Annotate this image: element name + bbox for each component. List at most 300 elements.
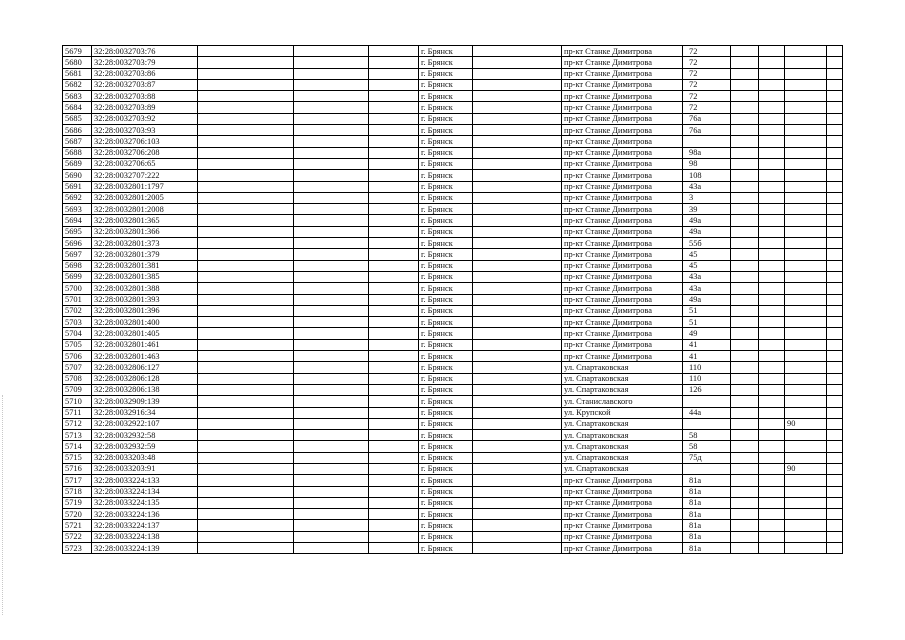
house-number-cell: 76а [683,113,731,124]
apartment-cell [785,283,827,294]
empty-cell [827,543,843,554]
cadastral-number-cell: 32:28:0033203:48 [92,452,198,463]
table-row [63,452,843,463]
empty-cell [198,294,294,305]
apartment-cell [785,57,827,68]
empty-cell [369,452,419,463]
cadastral-number-cell: 32:28:0032801:463 [92,351,198,362]
empty-cell [473,463,562,474]
empty-cell [827,373,843,384]
house-number-cell: 81а [683,531,731,542]
empty-cell [759,317,785,328]
apartment-cell [785,68,827,79]
apartment-cell [785,46,827,57]
street-cell: пр-кт Станке Димитрова [562,260,683,271]
empty-cell [294,170,369,181]
cadastral-number-cell: 32:28:0032922:107 [92,418,198,429]
empty-cell [827,441,843,452]
street-cell: пр-кт Станке Димитрова [562,57,683,68]
table-row [63,113,843,124]
empty-cell [473,294,562,305]
empty-cell [198,486,294,497]
empty-cell [731,497,759,508]
empty-cell [759,102,785,113]
table-row [63,384,843,395]
empty-cell [759,79,785,90]
empty-cell [294,441,369,452]
empty-cell [759,91,785,102]
house-number-cell [683,463,731,474]
empty-cell [759,463,785,474]
empty-cell [198,362,294,373]
table-row [63,192,843,203]
apartment-cell [785,260,827,271]
empty-cell [731,136,759,147]
empty-cell [827,305,843,316]
empty-cell [198,452,294,463]
property-register-table [62,45,843,554]
table-row [63,305,843,316]
empty-cell [731,215,759,226]
cadastral-number-cell: 32:28:0032909:139 [92,396,198,407]
empty-cell [473,283,562,294]
cadastral-number-cell: 32:28:0032801:388 [92,283,198,294]
empty-cell [759,136,785,147]
empty-cell [369,305,419,316]
empty-cell [827,57,843,68]
empty-cell [473,260,562,271]
empty-cell [731,79,759,90]
empty-cell [294,125,369,136]
city-cell: г. Брянск [419,249,473,260]
empty-cell [294,68,369,79]
table-row [63,531,843,542]
empty-cell [731,362,759,373]
empty-cell [473,305,562,316]
empty-cell [198,418,294,429]
empty-cell [759,249,785,260]
cadastral-number-cell: 32:28:0032916:34 [92,407,198,418]
cadastral-number-cell: 32:28:0032801:393 [92,294,198,305]
cadastral-number-cell: 32:28:0032801:365 [92,215,198,226]
house-number-cell: 43а [683,271,731,282]
empty-cell [759,147,785,158]
apartment-cell [785,384,827,395]
empty-cell [369,441,419,452]
city-cell: г. Брянск [419,418,473,429]
empty-cell [473,147,562,158]
empty-cell [827,430,843,441]
apartment-cell [785,271,827,282]
apartment-cell [785,79,827,90]
apartment-cell [785,204,827,215]
empty-cell [198,543,294,554]
empty-cell [827,497,843,508]
empty-cell [473,113,562,124]
empty-cell [759,260,785,271]
empty-cell [827,226,843,237]
table-row [63,497,843,508]
house-number-cell: 81а [683,486,731,497]
empty-cell [827,271,843,282]
cadastral-number-cell: 32:28:0032801:366 [92,226,198,237]
apartment-cell [785,147,827,158]
cadastral-number-cell: 32:28:0032707:222 [92,170,198,181]
empty-cell [827,351,843,362]
apartment-cell [785,407,827,418]
empty-cell [294,384,369,395]
cadastral-number-cell: 32:28:0032801:461 [92,339,198,350]
empty-cell [369,351,419,362]
empty-cell [473,102,562,113]
city-cell: г. Брянск [419,441,473,452]
street-cell: пр-кт Станке Димитрова [562,509,683,520]
city-cell: г. Брянск [419,305,473,316]
apartment-cell [785,181,827,192]
row-number-cell: 5696 [63,238,92,249]
house-number-cell: 51 [683,317,731,328]
empty-cell [473,509,562,520]
cadastral-number-cell: 32:28:0032703:92 [92,113,198,124]
apartment-cell [785,497,827,508]
empty-cell [759,373,785,384]
city-cell: г. Брянск [419,463,473,474]
empty-cell [827,158,843,169]
empty-cell [731,305,759,316]
empty-cell [473,396,562,407]
empty-cell [294,452,369,463]
empty-cell [294,351,369,362]
empty-cell [731,192,759,203]
city-cell: г. Брянск [419,271,473,282]
row-number-cell: 5695 [63,226,92,237]
empty-cell [473,91,562,102]
empty-cell [759,351,785,362]
house-number-cell [683,418,731,429]
empty-cell [369,475,419,486]
apartment-cell [785,249,827,260]
row-number-cell: 5709 [63,384,92,395]
house-number-cell: 110 [683,373,731,384]
empty-cell [759,418,785,429]
street-cell: пр-кт Станке Димитрова [562,520,683,531]
cadastral-number-cell: 32:28:0032706:208 [92,147,198,158]
street-cell: пр-кт Станке Димитрова [562,497,683,508]
house-number-cell: 44а [683,407,731,418]
empty-cell [198,68,294,79]
cadastral-number-cell: 32:28:0032801:396 [92,305,198,316]
cadastral-number-cell: 32:28:0033224:135 [92,497,198,508]
city-cell: г. Брянск [419,158,473,169]
apartment-cell [785,475,827,486]
street-cell: пр-кт Станке Димитрова [562,136,683,147]
house-number-cell: 43а [683,181,731,192]
table-row [63,147,843,158]
empty-cell [827,396,843,407]
city-cell: г. Брянск [419,170,473,181]
empty-cell [369,362,419,373]
empty-cell [731,396,759,407]
empty-cell [369,260,419,271]
apartment-cell [785,441,827,452]
empty-cell [759,283,785,294]
empty-cell [369,294,419,305]
table-row [63,102,843,113]
apartment-cell [785,452,827,463]
empty-cell [731,384,759,395]
city-cell: г. Брянск [419,452,473,463]
table-row [63,181,843,192]
empty-cell [759,509,785,520]
cadastral-number-cell: 32:28:0032706:103 [92,136,198,147]
empty-cell [198,192,294,203]
apartment-cell [785,543,827,554]
row-number-cell: 5693 [63,204,92,215]
empty-cell [198,91,294,102]
empty-cell [369,238,419,249]
city-cell: г. Брянск [419,384,473,395]
empty-cell [759,384,785,395]
city-cell: г. Брянск [419,226,473,237]
table-row [63,158,843,169]
empty-cell [369,68,419,79]
empty-cell [294,509,369,520]
empty-cell [198,531,294,542]
house-number-cell: 43а [683,283,731,294]
house-number-cell: 72 [683,91,731,102]
empty-cell [759,531,785,542]
house-number-cell: 72 [683,68,731,79]
empty-cell [473,238,562,249]
empty-cell [294,475,369,486]
empty-cell [369,509,419,520]
empty-cell [473,68,562,79]
empty-cell [369,283,419,294]
row-number-cell: 5716 [63,463,92,474]
apartment-cell [785,170,827,181]
empty-cell [369,136,419,147]
empty-cell [198,463,294,474]
empty-cell [759,407,785,418]
city-cell: г. Брянск [419,294,473,305]
city-cell: г. Брянск [419,475,473,486]
empty-cell [369,46,419,57]
empty-cell [294,158,369,169]
street-cell: пр-кт Станке Димитрова [562,192,683,203]
cadastral-number-cell: 32:28:0032801:373 [92,238,198,249]
table-row [63,68,843,79]
cadastral-number-cell: 32:28:0033224:139 [92,543,198,554]
table-row [63,475,843,486]
cadastral-number-cell: 32:28:0032932:58 [92,430,198,441]
empty-cell [294,305,369,316]
empty-cell [759,192,785,203]
empty-cell [294,317,369,328]
street-cell: пр-кт Станке Димитрова [562,226,683,237]
empty-cell [731,418,759,429]
street-cell: ул. Спартаковская [562,362,683,373]
empty-cell [369,384,419,395]
empty-cell [827,238,843,249]
empty-cell [198,271,294,282]
empty-cell [827,79,843,90]
row-number-cell: 5687 [63,136,92,147]
city-cell: г. Брянск [419,79,473,90]
empty-cell [369,328,419,339]
empty-cell [731,407,759,418]
city-cell: г. Брянск [419,46,473,57]
house-number-cell: 76а [683,125,731,136]
street-cell: ул. Спартаковская [562,418,683,429]
row-number-cell: 5684 [63,102,92,113]
row-number-cell: 5708 [63,373,92,384]
cadastral-number-cell: 32:28:0032706:65 [92,158,198,169]
row-number-cell: 5705 [63,339,92,350]
row-number-cell: 5688 [63,147,92,158]
empty-cell [473,418,562,429]
empty-cell [827,102,843,113]
cadastral-number-cell: 32:28:0032801:381 [92,260,198,271]
street-cell: пр-кт Станке Димитрова [562,283,683,294]
city-cell: г. Брянск [419,238,473,249]
empty-cell [198,351,294,362]
empty-cell [369,226,419,237]
table-row [63,486,843,497]
house-number-cell [683,136,731,147]
empty-cell [369,396,419,407]
empty-cell [198,57,294,68]
empty-cell [759,68,785,79]
house-number-cell: 49а [683,226,731,237]
city-cell: г. Брянск [419,91,473,102]
house-number-cell: 98 [683,158,731,169]
row-number-cell: 5698 [63,260,92,271]
house-number-cell: 98а [683,147,731,158]
house-number-cell: 81а [683,497,731,508]
table-row [63,543,843,554]
street-cell: пр-кт Станке Димитрова [562,475,683,486]
street-cell: пр-кт Станке Димитрова [562,543,683,554]
empty-cell [294,339,369,350]
empty-cell [294,497,369,508]
empty-cell [759,452,785,463]
empty-cell [473,249,562,260]
empty-cell [369,79,419,90]
empty-cell [294,294,369,305]
house-number-cell: 81а [683,520,731,531]
empty-cell [731,260,759,271]
empty-cell [198,204,294,215]
row-number-cell: 5689 [63,158,92,169]
street-cell: пр-кт Станке Димитрова [562,102,683,113]
house-number-cell [683,396,731,407]
empty-cell [759,181,785,192]
empty-cell [294,147,369,158]
city-cell: г. Брянск [419,509,473,520]
empty-cell [731,339,759,350]
row-number-cell: 5720 [63,509,92,520]
empty-cell [827,531,843,542]
cadastral-number-cell: 32:28:0032703:89 [92,102,198,113]
empty-cell [369,181,419,192]
empty-cell [473,384,562,395]
apartment-cell [785,351,827,362]
table-row [63,441,843,452]
street-cell: пр-кт Станке Димитрова [562,486,683,497]
table-row [63,204,843,215]
table-row [63,260,843,271]
empty-cell [369,125,419,136]
empty-cell [198,181,294,192]
street-cell: пр-кт Станке Димитрова [562,158,683,169]
city-cell: г. Брянск [419,373,473,384]
empty-cell [473,373,562,384]
empty-cell [369,170,419,181]
empty-cell [731,68,759,79]
row-number-cell: 5700 [63,283,92,294]
empty-cell [198,147,294,158]
city-cell: г. Брянск [419,192,473,203]
empty-cell [827,91,843,102]
house-number-cell: 75д [683,452,731,463]
empty-cell [827,328,843,339]
cadastral-number-cell: 32:28:0033224:133 [92,475,198,486]
street-cell: пр-кт Станке Димитрова [562,68,683,79]
empty-cell [731,441,759,452]
house-number-cell: 81а [683,475,731,486]
cadastral-number-cell: 32:28:0032801:2005 [92,192,198,203]
row-number-cell: 5694 [63,215,92,226]
row-number-cell: 5704 [63,328,92,339]
street-cell: ул. Спартаковская [562,373,683,384]
apartment-cell [785,226,827,237]
street-cell: пр-кт Станке Димитрова [562,113,683,124]
empty-cell [473,531,562,542]
table-row [63,215,843,226]
apartment-cell [785,520,827,531]
empty-cell [731,181,759,192]
empty-cell [369,497,419,508]
city-cell: г. Брянск [419,362,473,373]
empty-cell [731,57,759,68]
empty-cell [294,215,369,226]
empty-cell [294,520,369,531]
house-number-cell: 58 [683,441,731,452]
empty-cell [827,384,843,395]
house-number-cell: 58 [683,430,731,441]
apartment-cell [785,215,827,226]
street-cell: пр-кт Станке Димитрова [562,305,683,316]
empty-cell [473,57,562,68]
cadastral-number-cell: 32:28:0033224:136 [92,509,198,520]
empty-cell [369,373,419,384]
city-cell: г. Брянск [419,520,473,531]
row-number-cell: 5718 [63,486,92,497]
apartment-cell [785,102,827,113]
empty-cell [731,531,759,542]
empty-cell [827,260,843,271]
empty-cell [198,317,294,328]
street-cell: пр-кт Станке Димитрова [562,317,683,328]
street-cell: пр-кт Станке Димитрова [562,531,683,542]
empty-cell [731,475,759,486]
empty-cell [198,79,294,90]
house-number-cell: 39 [683,204,731,215]
empty-cell [731,271,759,282]
empty-cell [827,181,843,192]
empty-cell [198,384,294,395]
empty-cell [369,192,419,203]
